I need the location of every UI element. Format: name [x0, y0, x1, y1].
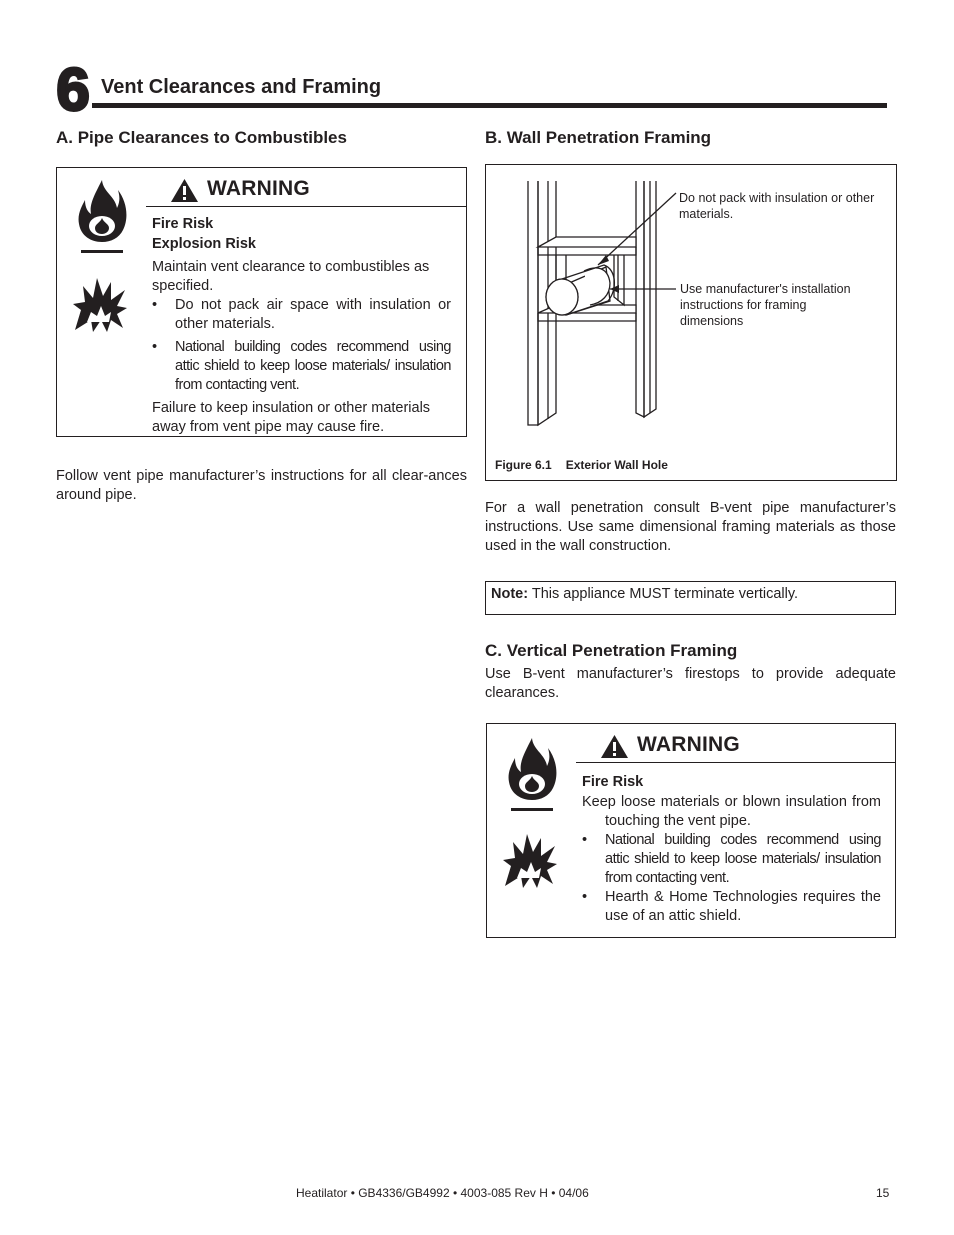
explosion-icon	[71, 274, 129, 334]
section-b-heading: B. Wall Penetration Framing	[485, 128, 712, 147]
warning-label-fire-risk: Fire Risk	[152, 216, 214, 232]
chapter-number: 6	[56, 62, 90, 114]
warning-header-c	[576, 724, 895, 763]
chapter-title: Vent Clearances and Framing	[101, 76, 382, 98]
warning-title-a: WARNING	[207, 177, 310, 200]
figure-number: Figure 6.1	[495, 458, 552, 472]
warning-closing-a: Failure to keep insulation or other materials away from vent pipe may cause fire.	[152, 400, 431, 435]
warning-content-a	[152, 215, 451, 437]
warning-bullet-c-2: • Hearth & Home Technologies requires the use of an attic shield.	[582, 889, 881, 924]
section-a-body: Follow vent pipe manufacturer’s instructions for all clear-ances around pipe.	[56, 468, 467, 503]
warning-bullet-a-2: • National building codes recommend using attic shield to keep loose materials/ insulation from contacting vent.	[152, 339, 451, 393]
warning-intro-c: Keep loose materials or blown insulation from touching the vent pipe.	[582, 794, 881, 829]
figure-caption-text: Exterior Wall Hole	[565, 458, 668, 472]
flame-icon	[73, 178, 131, 258]
warning-content-c	[582, 773, 881, 926]
section-a-heading: A. Pipe Clearances to Combustibles	[56, 128, 347, 147]
section-c-body: Use B-vent manufacturer’s firestops to provide adequate clearances.	[485, 666, 896, 701]
warning-title-c: WARNING	[637, 733, 740, 756]
footer-page-number: 15	[876, 1186, 890, 1200]
warning-label-explosion-risk: Explosion Risk	[152, 236, 256, 252]
section-b-body: For a wall penetration consult B-vent pipe manufacturer’s instructions. Use same dimensional framing materials as those used in the wall construction.	[485, 500, 896, 554]
warning-label-fire-risk: Fire Risk	[582, 774, 644, 790]
warning-triangle-icon	[600, 734, 629, 759]
note-box	[485, 581, 896, 615]
chapter-rule	[92, 103, 887, 108]
warning-bullet-c-1: • National building codes recommend using attic shield to keep loose materials/ insulation from contacting vent.	[582, 832, 881, 886]
warning-header-a	[146, 168, 466, 207]
section-c-heading: C. Vertical Penetration Framing	[485, 641, 738, 660]
warning-triangle-icon	[170, 178, 199, 203]
warning-box-c	[486, 723, 896, 938]
footer-doc-info: Heatilator • GB4336/GB4992 • 4003-085 Rev H • 04/06	[296, 1186, 589, 1200]
callout-framing-dimensions: Use manufacturer's installation instructions for framing dimensions	[680, 282, 851, 328]
note-text: This appliance MUST terminate vertically.	[531, 586, 799, 602]
figure-caption	[495, 458, 668, 472]
note-label: Note:	[491, 586, 529, 602]
callout-insulation: Do not pack with insulation or other materials.	[679, 191, 875, 221]
warning-box-a	[56, 167, 467, 437]
warning-intro-a: Maintain vent clearance to combustibles as specified.	[152, 259, 430, 294]
chapter-number-badge	[53, 62, 93, 114]
warning-bullet-a-1: • Do not pack air space with insulation or other materials.	[152, 297, 451, 332]
explosion-icon	[501, 830, 559, 890]
flame-icon	[503, 736, 561, 816]
figure-6-1	[485, 164, 897, 481]
